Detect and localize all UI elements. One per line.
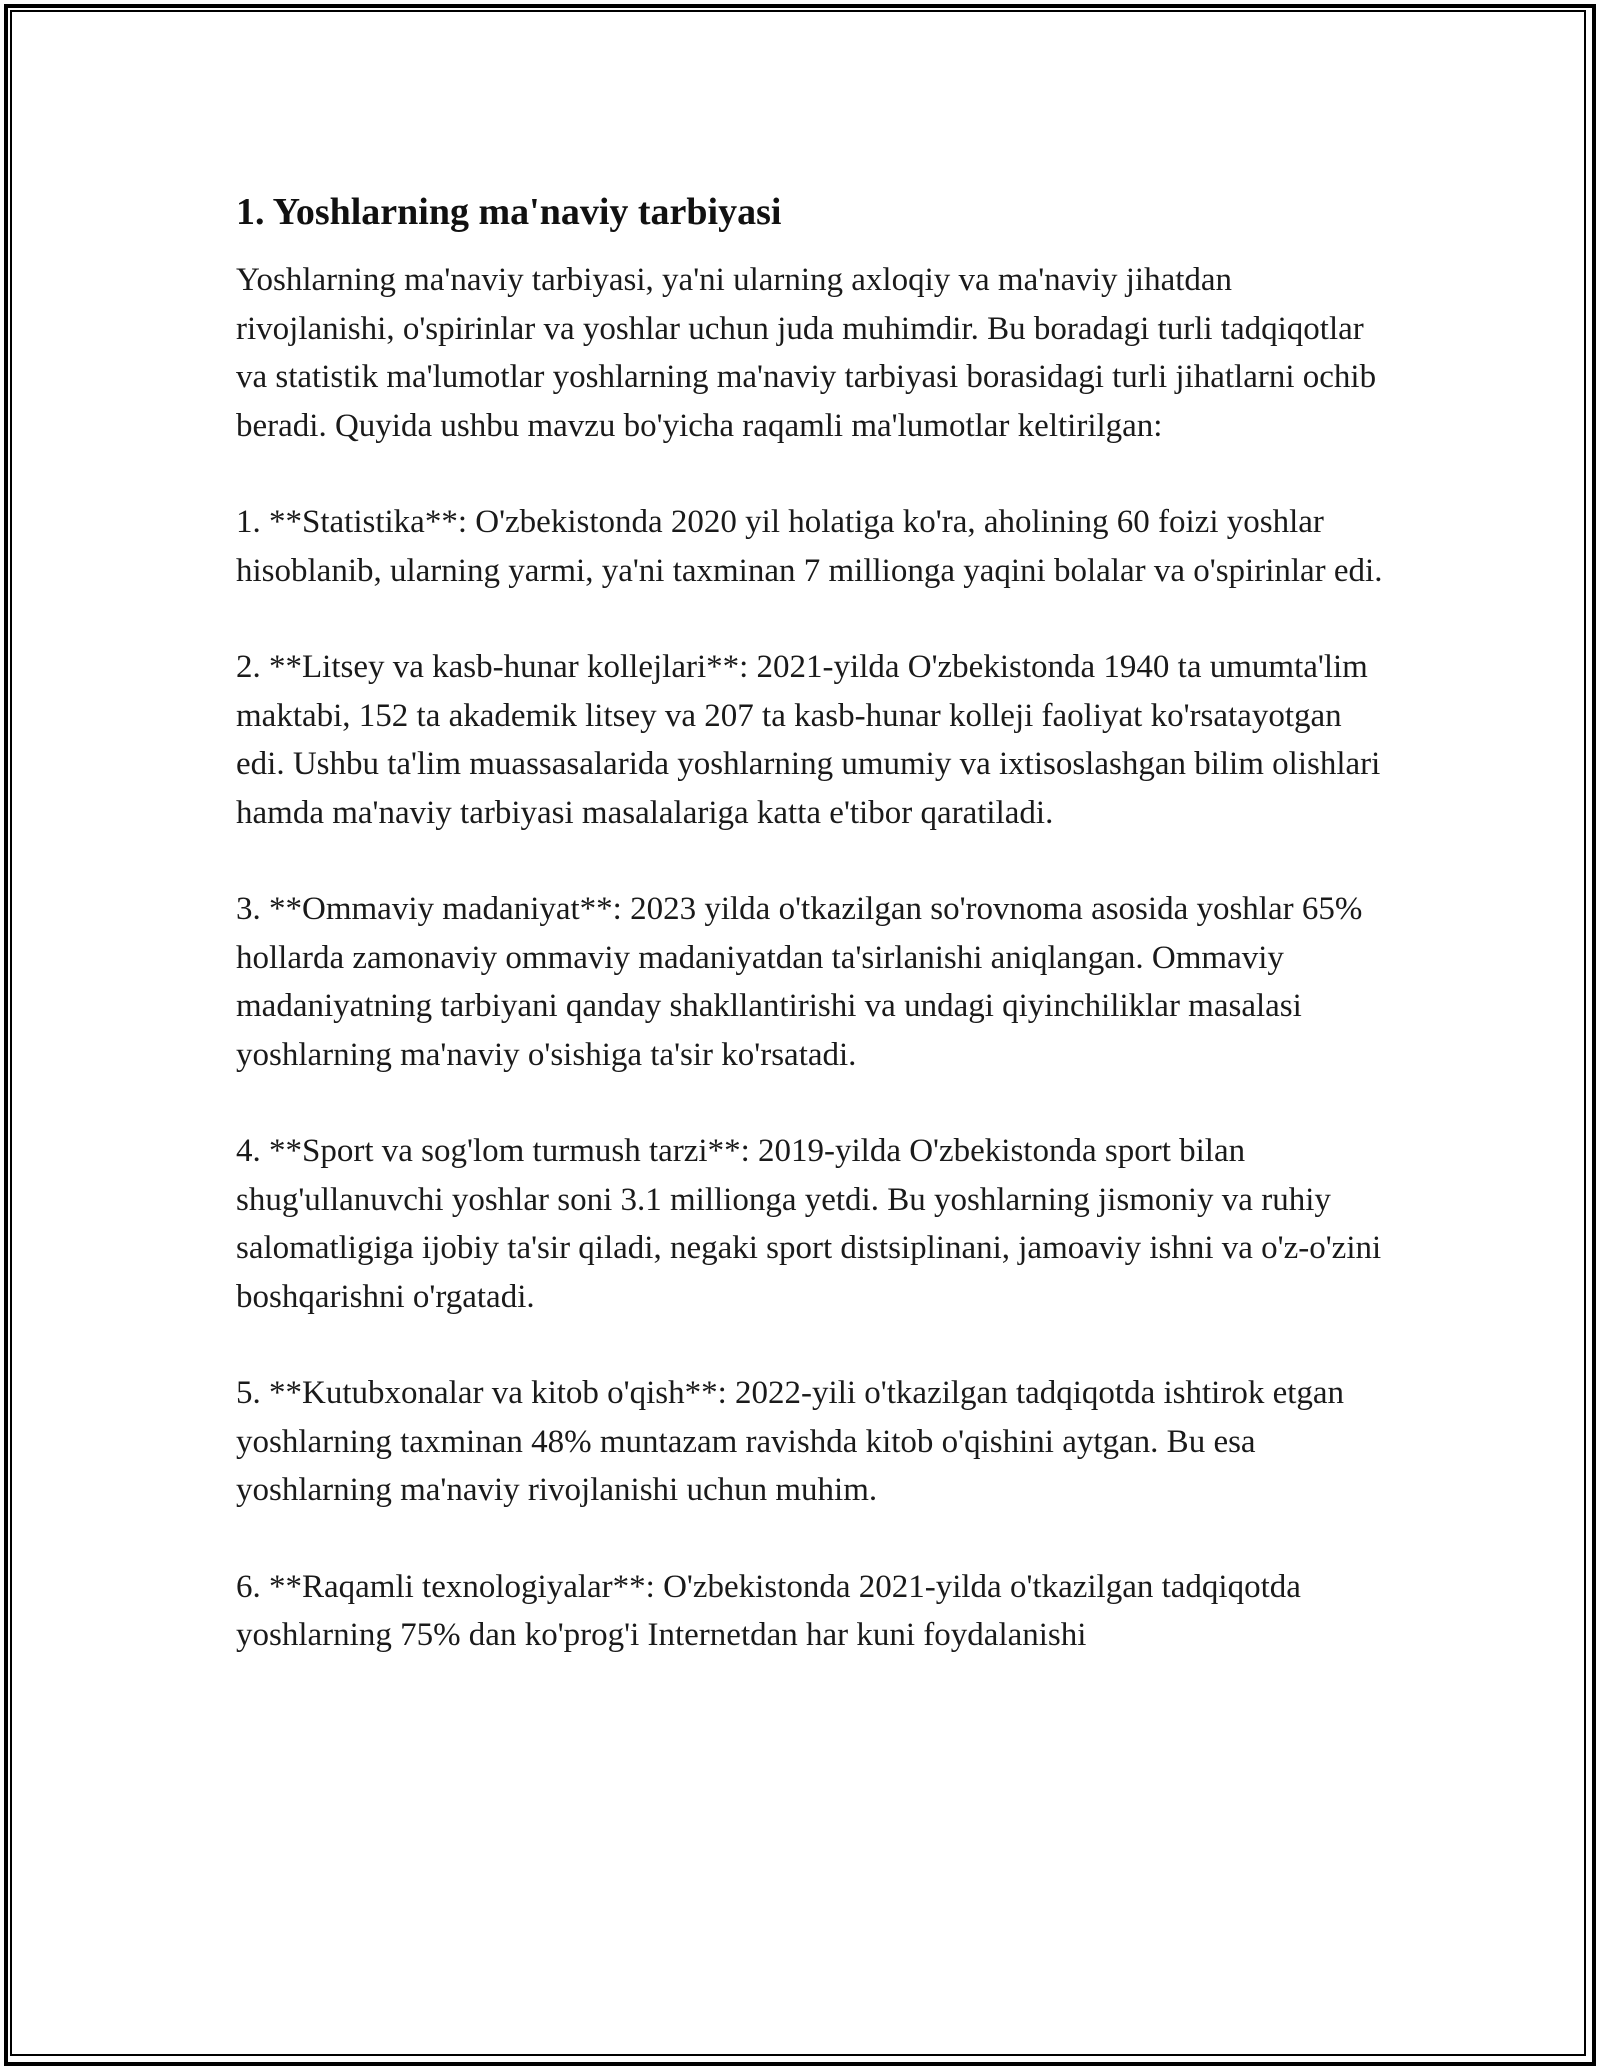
intro-paragraph: Yoshlarning ma'naviy tarbiyasi, ya'ni ularning axloqiy va ma'naviy jihatdan rivojlanishi, o'spirinlar va yoshlar uchun juda muhimdir. Bu boradagi turli tadqiqotlar va statistik ma'lumotlar yoshlarning ma'naviy tarbiyasi borasidagi turli jihatlarni ochib beradi. Quyida ushbu mavzu bo'yicha raqamli ma'lumotlar keltirilgan: (236, 262, 1377, 444)
item-ommaviy-madaniyat: 3. **Ommaviy madaniyat**: 2023 yilda o'tkazilgan so'rovnoma asosida yoshlar 65% hollarda zamonaviy ommaviy madaniyatdan ta'sirlanishi aniqlangan. Ommaviy madaniyatning tarbiyani qanday shakllantirishi va undagi qiyinchiliklar masalasi yoshlarning ma'naviy o'sishiga ta'sir ko'rsatadi. (236, 891, 1363, 1073)
document-body (236, 186, 1386, 1708)
item-sport: 4. **Sport va sog'lom turmush tarzi**: 2019-yilda O'zbekistonda sport bilan shug'ullanuvchi yoshlar soni 3.1 millionga yetdi. Bu yoshlarning jismoniy va ruhiy salomatligiga ijobiy ta'sir qiladi, negaki sport distsiplinani, jamoaviy ishni va o'z-o'zini boshqarishni o'rgatadi. (236, 1133, 1382, 1315)
item-kutubxonalar: 5. **Kutubxonalar va kitob o'qish**: 2022-yili o'tkazilgan tadqiqotda ishtirok etgan yoshlarning taxminan 48% muntazam ravishda kitob o'qishini aytgan. Bu esa yoshlarning ma'naviy rivojlanishi uchun muhim. (236, 1375, 1345, 1508)
item-litsey-kollejlar: 2. **Litsey va kasb-hunar kollejlari**: 2021-yilda O'zbekistonda 1940 ta umumta'lim maktabi, 152 ta akademik litsey va 207 ta kasb-hunar kolleji faoliyat ko'rsatayotgan edi. Ushbu ta'lim muassasalarida yoshlarning umumiy va ixtisoslashgan bilim olishlari hamda ma'naviy tarbiyasi masalalariga katta e'tibor qaratiladi. (236, 649, 1381, 831)
item-raqamli-texnologiyalar: 6. **Raqamli texnologiyalar**: O'zbekistonda 2021-yilda o'tkazilgan tadqiqotda yoshlarning 75% dan ko'prog'i Internetdan har kuni foydalanishi (236, 1568, 1301, 1653)
item-statistika: 1. **Statistika**: O'zbekistonda 2020 yil holatiga ko'ra, aholining 60 foizi yoshlar hisoblanib, ularning yarmi, ya'ni taxminan 7 millionga yaqini bolalar va o'spirinlar edi. (236, 504, 1383, 589)
document-title: 1. Yoshlarning ma'naviy tarbiyasi (236, 191, 782, 233)
